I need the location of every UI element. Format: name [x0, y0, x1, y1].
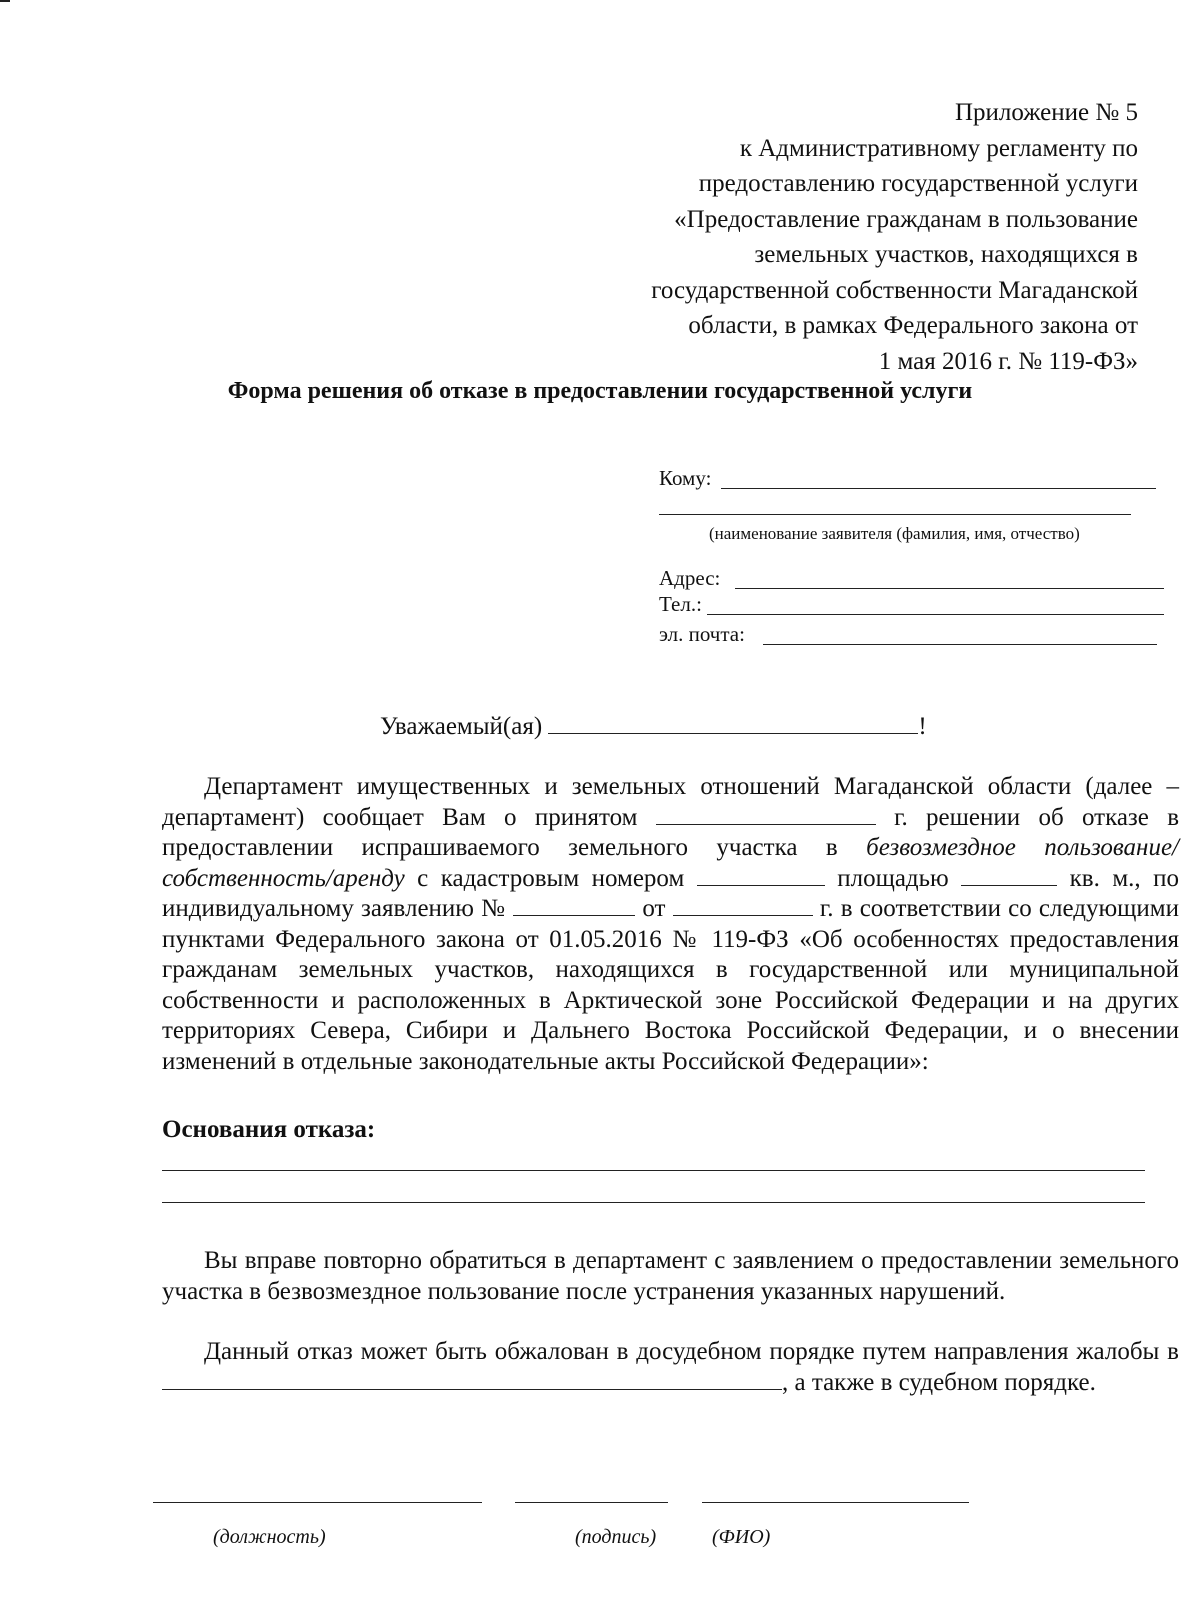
phone-label: Тел.: [659, 592, 702, 616]
greeting-suffix: ! [918, 713, 927, 740]
email-line[interactable] [763, 644, 1157, 645]
address-label: Адрес: [659, 566, 721, 590]
appendix-line: «Предоставление гражданам в пользование [674, 205, 1138, 233]
usage-type-text: безвозмездное пользование/собственность/аренду [162, 834, 1179, 892]
form-title: Форма решения об отказе в предоставлении государственной услуги [227, 378, 973, 404]
email-label: эл. почта: [659, 622, 745, 646]
application-date-blank[interactable] [673, 895, 813, 916]
body-text: от [642, 895, 666, 922]
appeal-paragraph [162, 1337, 1179, 1398]
body-text: кв. м., по индивидуальному заявлению № [162, 864, 1179, 922]
appendix-line: государственной собственности Магаданской [651, 276, 1138, 304]
grounds-heading: Основания отказа: [162, 1116, 376, 1143]
appendix-line: к Административному регламенту по [739, 134, 1138, 162]
appendix-line: земельных участков, находящихся в [754, 241, 1138, 268]
applicant-name-hint: (наименование заявителя (фамилия, имя, отчество) [709, 524, 1080, 543]
position-label: (должность) [213, 1526, 326, 1548]
body-text: площадью [837, 864, 949, 892]
grounds-line-1[interactable] [162, 1170, 1145, 1171]
full-name-line[interactable] [702, 1502, 969, 1503]
to-name-line[interactable] [721, 488, 1156, 489]
signature-label: (подпись) [575, 1526, 657, 1548]
body-text: г. в соответствии со следующими пунктами Федерального закона от 01.05.2016 № 119-ФЗ «Об особенностях предоставления гражданам земельных участков, находящихся в государственной или муниципальной собственности и расположенных в Арктической зоне Российской Федерации и на других территориях Севера, Сибири и Дальнего Востока Российской Федерации, и о внесении изменений в отдельные законодательные акты Российской Федерации»: [162, 895, 1179, 1075]
appendix-line: предоставлению государственной услуги [698, 170, 1138, 197]
appendix-header [578, 95, 1138, 379]
decision-paragraph [162, 772, 1179, 1077]
body-text: Данный отказ может быть обжалован в досудебном порядке путем направления жалобы в [204, 1338, 1179, 1365]
appendix-line: 1 мая 2016 г. № 119-ФЗ» [878, 347, 1138, 375]
grounds-line-2[interactable] [162, 1202, 1145, 1203]
greeting-name-blank[interactable] [548, 713, 918, 734]
body-text: Департамент имущественных и земельных отношений Магаданской области (далее – департамент) сообщает Вам о принятом [162, 773, 1179, 831]
phone-line[interactable] [707, 614, 1164, 615]
to-label: Кому: [659, 466, 712, 490]
full-name-label: (ФИО) [712, 1526, 771, 1548]
greeting [380, 713, 927, 741]
appeal-body-blank[interactable] [162, 1369, 782, 1390]
body-text: г. решении об отказе в предоставлении испрашиваемого земельного участка в [162, 803, 1180, 861]
area-blank[interactable] [961, 865, 1057, 886]
position-line[interactable] [153, 1502, 482, 1503]
appendix-line: области, в рамках Федерального закона от [688, 312, 1138, 339]
decision-date-blank[interactable] [656, 804, 876, 825]
body-text: с кадастровым номером [417, 864, 685, 892]
to-name-line-2[interactable] [659, 514, 1131, 515]
repeat-application-paragraph [162, 1246, 1179, 1307]
application-number-blank[interactable] [513, 895, 635, 916]
scan-corner-mark [0, 0, 10, 2]
appendix-line: Приложение № 5 [954, 99, 1138, 126]
body-text: , а также в судебном порядке. [782, 1368, 1096, 1396]
greeting-prefix: Уважаемый(ая) [380, 713, 543, 740]
body-text: Вы вправе повторно обратиться в департамент с заявлением о предоставлении земельного участка в безвозмездное пользование после устранения указанных нарушений. [162, 1247, 1179, 1305]
cadastral-number-blank[interactable] [697, 865, 825, 886]
signature-line[interactable] [515, 1502, 668, 1503]
address-line[interactable] [735, 588, 1164, 589]
